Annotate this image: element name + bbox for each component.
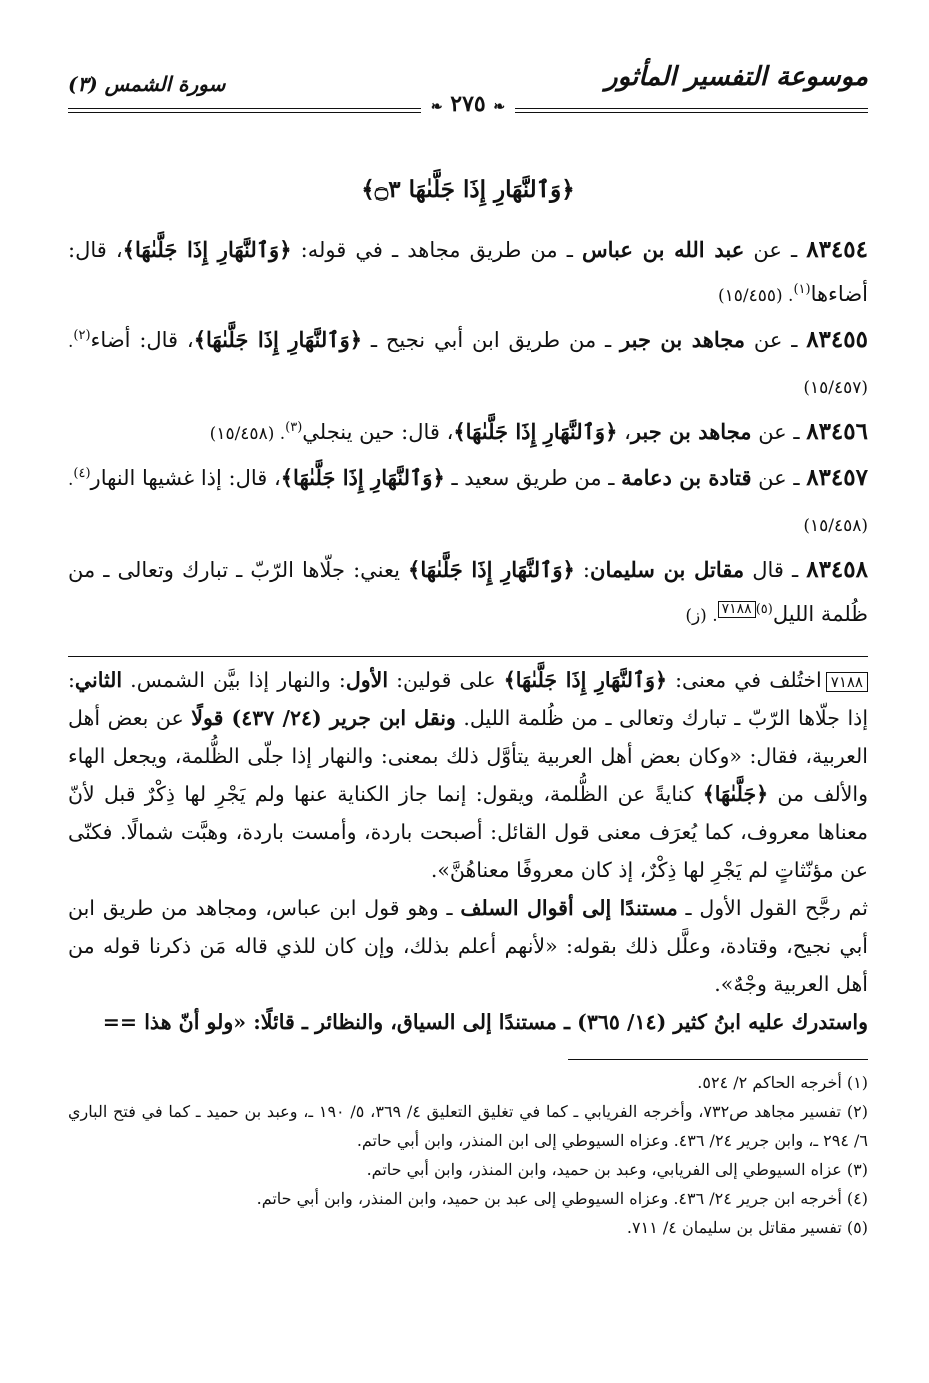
surah-title: سورة الشمس (٣) xyxy=(68,72,226,96)
entry-text: ـ من طريق مجاهد ـ في قوله: xyxy=(291,238,582,262)
entry-text: ، قال: حين ينجلي xyxy=(302,420,454,444)
second-opinion-label: الثاني xyxy=(74,668,123,692)
qawl-label: قولًا xyxy=(191,706,224,730)
commentary-text: ـ قائلًا: «ولو أنّ هذا == xyxy=(102,1010,316,1034)
commentary-paragraph xyxy=(68,889,868,1003)
verse-heading: ﴿وَٱلنَّهَارِ إِذَا جَلَّىٰهَا ۝٣﴾ xyxy=(361,176,575,203)
volume-ref: . (١٥/٤٥٧) xyxy=(68,332,868,398)
volume-ref: . (١٥/٤٥٨) xyxy=(209,424,286,444)
footnote-marker[interactable]: (٤) xyxy=(73,466,91,481)
entry-text: ـ قال xyxy=(744,558,807,582)
ibn-kathir-ref: (١٤/ ٣٦٥) ـ xyxy=(556,1010,674,1034)
entry-text: ، xyxy=(617,420,631,444)
entry-text: ، قال: أضاء xyxy=(90,328,194,352)
narration-entry xyxy=(68,228,868,318)
footnotes xyxy=(68,1068,868,1242)
narrator-name: قتادة بن دعامة xyxy=(621,465,752,490)
commentary-text: : والنهار إذا بيَّن الشمس. xyxy=(122,668,346,692)
entry-number: ٨٣٤٥٤ xyxy=(806,236,868,263)
ibn-kathir-label: واستدرك عليه ابنُ كثير xyxy=(673,1010,868,1034)
entry-number: ٨٣٤٥٧ xyxy=(806,464,868,491)
commentary-paragraph xyxy=(68,661,868,889)
footnote-marker[interactable]: (٥) xyxy=(755,602,773,617)
quran-quote: ﴿وَٱلنَّهَارِ إِذَا جَلَّىٰهَا﴾ xyxy=(453,419,618,444)
quran-quote: ﴿وَٱلنَّهَارِ إِذَا جَلَّىٰهَا﴾ xyxy=(408,557,575,582)
footnote-separator xyxy=(568,1059,868,1060)
basis-label: مستندًا إلى أقوال السلف xyxy=(460,896,678,920)
entry-text: ، قال: أضاءها xyxy=(68,238,868,306)
ibn-jarir-ref: (٢٤/ ٤٣٧) xyxy=(223,706,330,730)
basis-label: مستندًا إلى السياق، والنظائر xyxy=(315,1010,557,1034)
entry-text: ـ من طريق ابن أبي نجيح ـ xyxy=(362,328,621,352)
quran-quote: ﴿وَٱلنَّهَارِ إِذَا جَلَّىٰهَا﴾ xyxy=(122,237,292,262)
narrator-name: عبد الله بن عباس xyxy=(581,237,745,262)
commentary-text: ـ وهو قول ابن عباس، ومجاهد من طريق ابن أبي نجيح، وقتادة، وعلَّل ذلك بقوله: «لأنهم أعلم بذلك، وإن كان للذي قاله مَن ذكرنا قوله من أهل العربية وجْهٌ». xyxy=(68,896,868,996)
footnote: (٥) تفسير مقاتل بن سليمان ٤/ ٧١١. xyxy=(626,1218,868,1237)
narrator-name: مقاتل بن سليمان xyxy=(590,557,745,582)
quran-quote: ﴿وَٱلنَّهَارِ إِذَا جَلَّىٰهَا﴾ xyxy=(193,327,363,352)
entry-text: ، قال: إذا غشيها النهار xyxy=(90,466,281,490)
page-number-block xyxy=(68,92,868,119)
entry-text: يعني: جلّاها الرّبّ ـ تبارك وتعالى ـ من ظُلمة الليل xyxy=(68,558,868,626)
page-header xyxy=(68,58,868,117)
commentary-text: على قولين: xyxy=(388,668,504,692)
footnote-marker[interactable]: (١) xyxy=(793,282,811,297)
commentary-text: : إذا جلّاها الرّبّ ـ تبارك وتعالى ـ من ظُلمة الليل. xyxy=(68,668,869,730)
narration-list xyxy=(68,228,868,638)
narrator-name: مجاهد بن جبر xyxy=(620,327,746,352)
ibn-jarir-label: ونقل ابن جرير xyxy=(329,706,456,730)
footnote-marker[interactable]: (٢) xyxy=(73,328,91,343)
volume-ref: . (١٥/٤٥٨) xyxy=(68,470,868,536)
footnote: (٢) تفسير مجاهد ص٧٣٢، وأخرجه الفريابي ـ كما في تغليق التعليق ٤/ ٣٦٩، ٥/ ١٩٠ ـ، وعبد بن حميد ـ كما في فتح الباري ٦/ ٢٩٤ ـ، وابن جرير ٢٤/ ٤٣٦. وعزاه السيوطي إلى ابن المنذر، وابن أبي حاتم. xyxy=(68,1102,869,1150)
commentary-text: اختُلف في معنى: xyxy=(666,668,822,692)
entry-text: : xyxy=(574,558,591,582)
narrator-name: مجاهد بن جبر xyxy=(630,419,752,444)
footnote: (٤) أخرجه ابن جرير ٢٤/ ٤٣٦. وعزاه السيوطي إلى عبد بن حميد، وابن المنذر، وابن أبي حاتم. xyxy=(256,1189,868,1208)
footnote: (٣) عزاه السيوطي إلى الفريابي، وعبد بن حميد، وابن المنذر، وابن أبي حاتم. xyxy=(366,1160,868,1179)
footnote-marker[interactable]: (٣) xyxy=(285,420,303,435)
narration-entry xyxy=(68,318,868,410)
quran-quote: ﴿جَلَّىٰهَا﴾ xyxy=(702,782,769,806)
commentary-separator xyxy=(68,656,868,657)
entry-text: ـ عن xyxy=(744,238,807,262)
commentary-paragraph xyxy=(68,1003,868,1041)
volume-ref: . (١٥/٤٥٥) xyxy=(717,286,794,306)
ornament-icon: ❧ xyxy=(430,99,443,115)
footnote: (١) أخرجه الحاكم ٢/ ٥٢٤. xyxy=(697,1073,868,1092)
entry-number: ٨٣٤٥٨ xyxy=(806,556,868,583)
page xyxy=(68,58,868,1242)
entry-text: ـ عن xyxy=(751,466,807,490)
volume-ref: . (ز) xyxy=(685,606,718,626)
commentary-text: ثم رجَّح القول الأول ـ xyxy=(677,896,868,920)
narration-entry xyxy=(68,456,868,548)
page-number-wrap xyxy=(421,91,515,117)
first-opinion-label: الأول xyxy=(345,668,389,692)
commentary-text: عن بعض أهل العربية، فقال: «وكان بعض أهل العربية يتأوَّل ذلك بمعنى: والنهار إذا جلّى الظُّلمة، ويجعل الهاء والألف من xyxy=(68,706,868,806)
ornament-icon: ❧ xyxy=(493,99,506,115)
entry-number: ٨٣٤٥٥ xyxy=(806,326,868,353)
narration-entry xyxy=(68,548,868,638)
commentary-box-ref[interactable]: ٧١٨٨ xyxy=(718,601,756,618)
entry-text: ـ من طريق سعيد ـ xyxy=(444,466,622,490)
quran-quote: ﴿وَٱلنَّهَارِ إِذَا جَلَّىٰهَا﴾ xyxy=(280,465,445,490)
entry-text: ـ عن xyxy=(745,328,807,352)
entry-number: ٨٣٤٥٦ xyxy=(806,418,868,445)
commentary-box-number: ٧١٨٨ xyxy=(826,672,868,692)
quran-quote: ﴿وَٱلنَّهَارِ إِذَا جَلَّىٰهَا﴾ xyxy=(503,668,667,692)
commentary-block xyxy=(68,661,868,1041)
book-title: موسوعة التفسير المأثور xyxy=(605,62,868,92)
commentary-text: كنايةً عن الظُّلمة، ويقول: إنما جاز الكناية عنها ولم يَجْرِ لها ذِكْرٌ قبل لأنّ معناها معروف، كما يُعرَف معنى قول القائل: أصبحت باردة، وأمست باردة، وهبَّت شمالًا. فكنّى عن مؤنّثاتٍ لم يَجْرِ لها ذِكْرٌ، إذ كان معروفًا معناهُنَّ». xyxy=(68,782,868,882)
entry-text: ـ عن xyxy=(751,420,807,444)
page-number: ٢٧٥ xyxy=(450,91,486,117)
narration-entry xyxy=(68,410,868,456)
